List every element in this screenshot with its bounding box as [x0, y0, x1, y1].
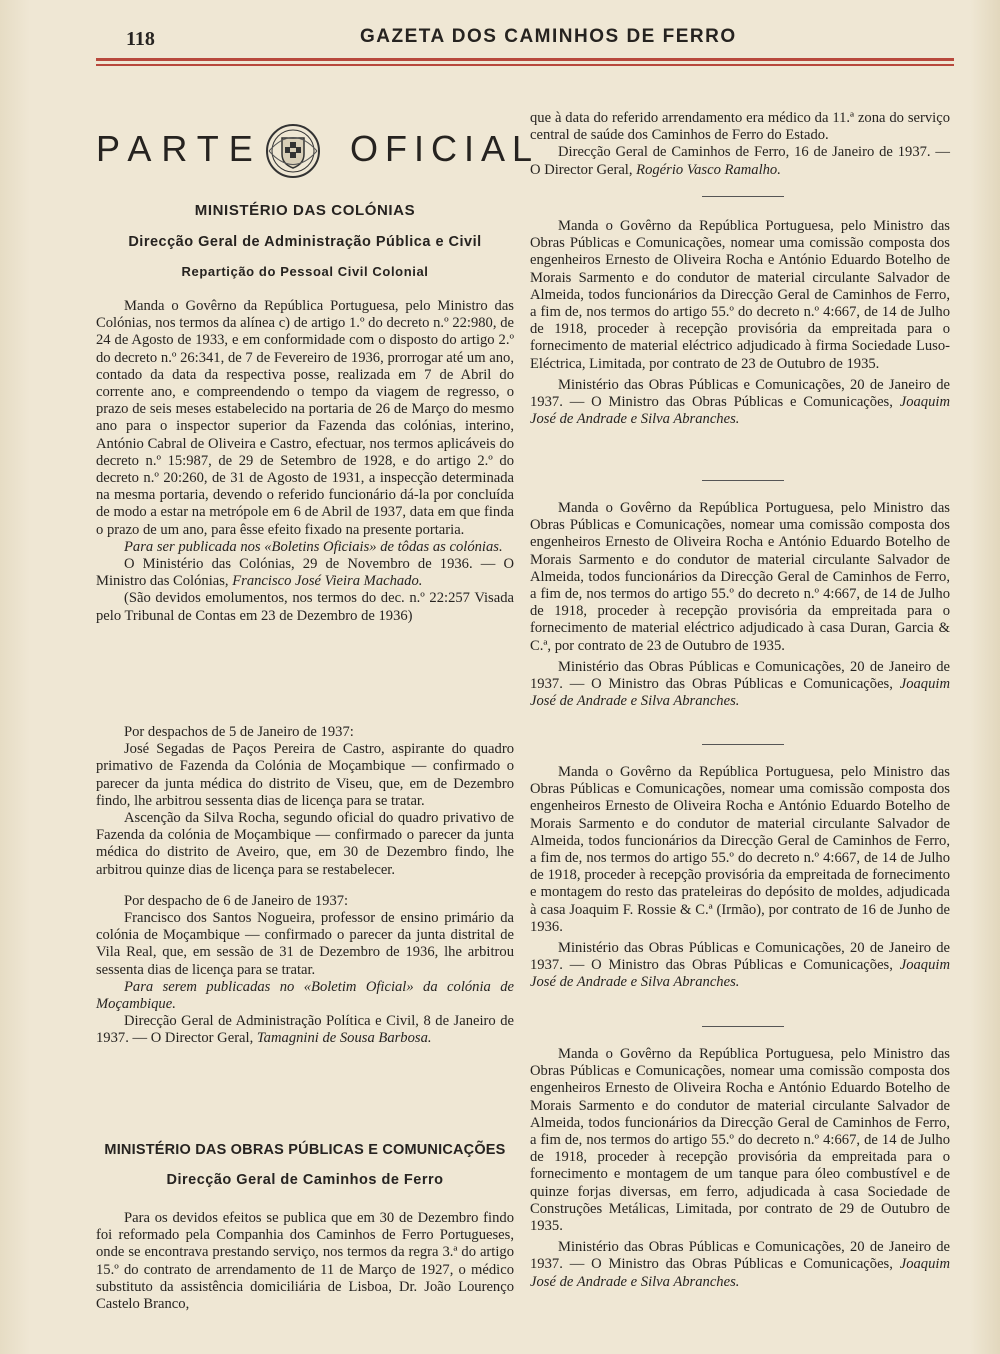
ministry-heading-colonias: MINISTÉRIO DAS COLÓNIAS — [194, 202, 416, 219]
signature-line — [530, 1239, 950, 1291]
signature-text: Direcção Geral de Caminhos de Ferro, 16 de Janeiro de 1937. — O Director Geral, — [530, 144, 950, 178]
paragraph: Manda o Govêrno da República Portuguesa, pelo Ministro das Obras Públicas e Comunicações, nomear uma comissão composta dos engenheiros Ernesto de Oliveira Rocha e António Eduardo Botelho de Morais Sarmento e do condutor de material circulante Salvador de Almeida, todos funcionários da Direcção Geral de Caminhos de Ferro, a fim de, nos termos do artigo 55.º do decreto n.º 4:667, de 14 de Julho de 1918, proceder à recepção provisória da empreitada para o fornecimento e montagem de um tanque para óleo combustível e de quinze forjas diversas, em ferro, adjudicada à casa Sociedade de Construções Metálicas, Limitada, por contrato de 29 de Outubro de 1935. — [530, 1046, 950, 1235]
signatory-name: Tamagnini de Sousa Barbosa. — [256, 1030, 432, 1047]
article-comissao-1 — [530, 218, 950, 428]
divider — [702, 480, 784, 481]
title-word-oficial: OFICIAL — [350, 128, 540, 169]
signatory-name: Rogério Vasco Ramalho. — [636, 161, 781, 178]
article-comissao-4 — [530, 1046, 950, 1291]
page-number: 118 — [126, 28, 155, 50]
signatory-name: Joaquim José de Andrade e Silva Abranches. — [530, 676, 950, 710]
signature-line — [96, 556, 514, 590]
paragraph: Manda o Govêrno da República Portuguesa, pelo Ministro das Colónias, nos termos da alínea c) de artigo 1.º do decreto n.º 22:980, de 24 de Agosto de 1933, e em conformidade com o disposto do artigo 2.º do decreto n.º 26:341, de 7 de Fevereiro de 1936, prorrogar até um ano, contado da data da respectiva posse, realizada em 7 de Abril do corrente ano, e compreendendo o tempo da viagem de regresso, o prazo de seis meses estabelecido na portaria de 26 de Março do mesmo ano para o inspector superior da Fazenda das colónias, interino, António Cabral de Oliveira e Castro, efectuar, nos termos aplicáveis do decreto n.º 15:987, de 29 de Setembro de 1928, e do artigo 2.º do decreto n.º 20:260, de 31 de Agosto de 1931, a inspecção determinada na mesma portaria, devendo o referido funcionário dá-la por concluída de modo a estar na metrópole em 6 de Abril de 1937, data em que finda o prazo de um ano, para êsse efeito fixado na presente portaria. — [96, 298, 514, 538]
article-comissao-3 — [530, 764, 950, 992]
article-colonias — [96, 298, 514, 625]
signature-line — [96, 1013, 514, 1047]
directorate-heading-caminhos: Direcção Geral de Caminhos de Ferro — [166, 1172, 444, 1188]
divider — [702, 744, 784, 745]
running-header: GAZETA DOS CAMINHOS DE FERRO — [360, 26, 737, 47]
signature-text: Ministério das Obras Públicas e Comunicações, 20 de Janeiro de 1937. — O Ministro das Obras Públicas e Comunicações, — [530, 940, 950, 974]
publication-note: Para serem publicadas no «Boletim Oficial» da colónia de Moçambique. — [96, 978, 514, 1013]
paragraph: Manda o Govêrno da República Portuguesa, pelo Ministro das Obras Públicas e Comunicações, nomear uma comissão composta dos engenheiros Ernesto de Oliveira Rocha e António Eduardo Botelho de Morais Sarmento e do condutor de material circulante Salvador de Almeida, todos funcionários da Direcção Geral de Caminhos de Ferro, a fim de, nos termos do artigo 55.º do decreto n.º 4:667, de 14 de Julho de 1918, proceder à recepção provisória da empreitada de fornecimento e montagem do resto das prateleiras do depósito de moldes, adjudicada à casa Joaquim F. Rossie & C.ª (Irmão), por contrato de 16 de Junho de 1936. — [530, 764, 950, 935]
paragraph: Para os devidos efeitos se publica que em 30 de Dezembro findo foi reformado pela Companhia dos Caminhos de Ferro Portugueses, onde se encontrava prestando serviço, nos termos da regra 3.ª do artigo 15.º do contrato de arrendamento de 11 de Março de 1927, o médico substituto da assistência domiciliária de Lisboa, Dr. João Lourenço Castelo Branco, — [96, 1210, 514, 1313]
paragraph: Francisco dos Santos Nogueira, professor de ensino primário da colónia de Moçambique — confirmado o parecer da junta distrital de Vila Real, que, em sessão de 31 de Dezembro de 1936, lhe arbitrou sessenta dias de licença para se tratar. — [96, 910, 514, 978]
coat-of-arms-icon — [262, 122, 324, 180]
signatory-name: Francisco José Vieira Machado. — [232, 573, 423, 590]
paragraph: Manda o Govêrno da República Portuguesa, pelo Ministro das Obras Públicas e Comunicações, nomear uma comissão composta dos engenheiros Ernesto de Oliveira Rocha e António Eduardo Botelho de Morais Sarmento e do condutor de material circulante Salvador de Almeida, todos funcionários da Direcção Geral de Caminhos de Ferro, a fim de, nos termos do artigo 55.º do decreto n.º 4:667, de 14 de Julho de 1918, proceder à recepção provisória da empreitada para o fornecimento de material eléctrico adjudicado à casa Duran, Garcia & C.ª, por contrato de 23 de Outubro de 1935. — [530, 500, 950, 654]
section-title — [96, 122, 540, 182]
fees-note: (São devidos emolumentos, nos termos do dec. n.º 22:257 Visada pelo Tribunal de Contas em 23 de Dezembro de 1936) — [96, 590, 514, 624]
dispatch-date: Por despachos de 5 de Janeiro de 1937: — [124, 724, 354, 740]
signature-text: O Ministério das Colónias, 29 de Novembro de 1936. — O Ministro das Colónias, — [96, 556, 514, 590]
paragraph: Ascenção da Silva Rocha, segundo oficial do quadro privativo de Fazenda da colónia de Moçambique — confirmado o parecer da junta médica do distrito de Aveiro, que, em 30 de Dezembro findo, lhe arbitrou quinze dias de licença para se restabelecer. — [96, 810, 514, 878]
signatory-name: Joaquim José de Andrade e Silva Abranches. — [530, 394, 950, 428]
signature-text: Ministério das Obras Públicas e Comunicações, 20 de Janeiro de 1937. — O Ministro das Obras Públicas e Comunicações, — [530, 1239, 950, 1273]
dispatch-date: Por despacho de 6 de Janeiro de 1937: — [124, 892, 349, 909]
paragraph: Manda o Govêrno da República Portuguesa, pelo Ministro das Obras Públicas e Comunicações, nomear uma comissão composta dos engenheiros Ernesto de Oliveira Rocha e António Eduardo Botelho de Morais Sarmento e do condutor de material circulante Salvador de Almeida, todos funcionários da Direcção Geral de Caminhos de Ferro, a fim de, nos termos do artigo 55.º do decreto n.º 4:667, de 14 de Julho de 1918, proceder à recepção provisória da empreitada para o fornecimento de material eléctrico adjudicado à firma Sociedade Luso-Eléctrica, Limitada, por contrato de 23 de Outubro de 1935. — [530, 218, 950, 372]
article-reforma-cont — [530, 110, 950, 179]
header-rule-thin — [96, 64, 954, 66]
paragraph: que à data do referido arrendamento era médico da 11.ª zona do serviço central de saúde dos Caminhos de Ferro do Estado. — [530, 110, 950, 144]
divider — [702, 1026, 784, 1027]
article-despachos — [96, 724, 514, 1048]
signatory-name: Joaquim José de Andrade e Silva Abranches. — [530, 957, 950, 991]
article-comissao-2 — [530, 500, 950, 710]
signature-text: Direcção Geral de Administração Política e Civil, 8 de Janeiro de 1937. — O Director Geral, — [96, 1013, 514, 1047]
signatory-name: Joaquim José de Andrade e Silva Abranches. — [530, 1256, 950, 1290]
signature-line — [530, 940, 950, 992]
title-word-parte: PARTE — [96, 128, 263, 169]
signature-line — [530, 377, 950, 429]
publication-note: Para ser publicada nos «Boletins Oficiais» de tôdas as colónias. — [124, 538, 503, 555]
signature-line — [530, 144, 950, 178]
signature-line — [530, 659, 950, 711]
department-heading: Repartição do Pessoal Civil Colonial — [181, 264, 429, 279]
directorate-heading-admin: Direcção Geral de Administração Pública e Civil — [128, 234, 482, 250]
divider — [702, 196, 784, 197]
paragraph: José Segadas de Paços Pereira de Castro, aspirante do quadro primativo de Fazenda da Colónia de Moçambique — confirmado o parecer da junta médica do distrito de Viseu, que, em de Dezembro findo, lhe arbitrou sessenta dias de licença para se tratar. — [96, 741, 514, 809]
article-reforma — [96, 1210, 514, 1313]
header-rule — [96, 58, 954, 61]
signature-text: Ministério das Obras Públicas e Comunicações, 20 de Janeiro de 1937. — O Ministro das Obras Públicas e Comunicações, — [530, 658, 950, 693]
signature-text: Ministério das Obras Públicas e Comunicações, 20 de Janeiro de 1937. — O Ministro das Obras Públicas e Comunicações, — [530, 376, 950, 411]
ministry-heading-obras: MINISTÉRIO DAS OBRAS PÚBLICAS E COMUNICAÇÕES — [104, 1142, 506, 1158]
